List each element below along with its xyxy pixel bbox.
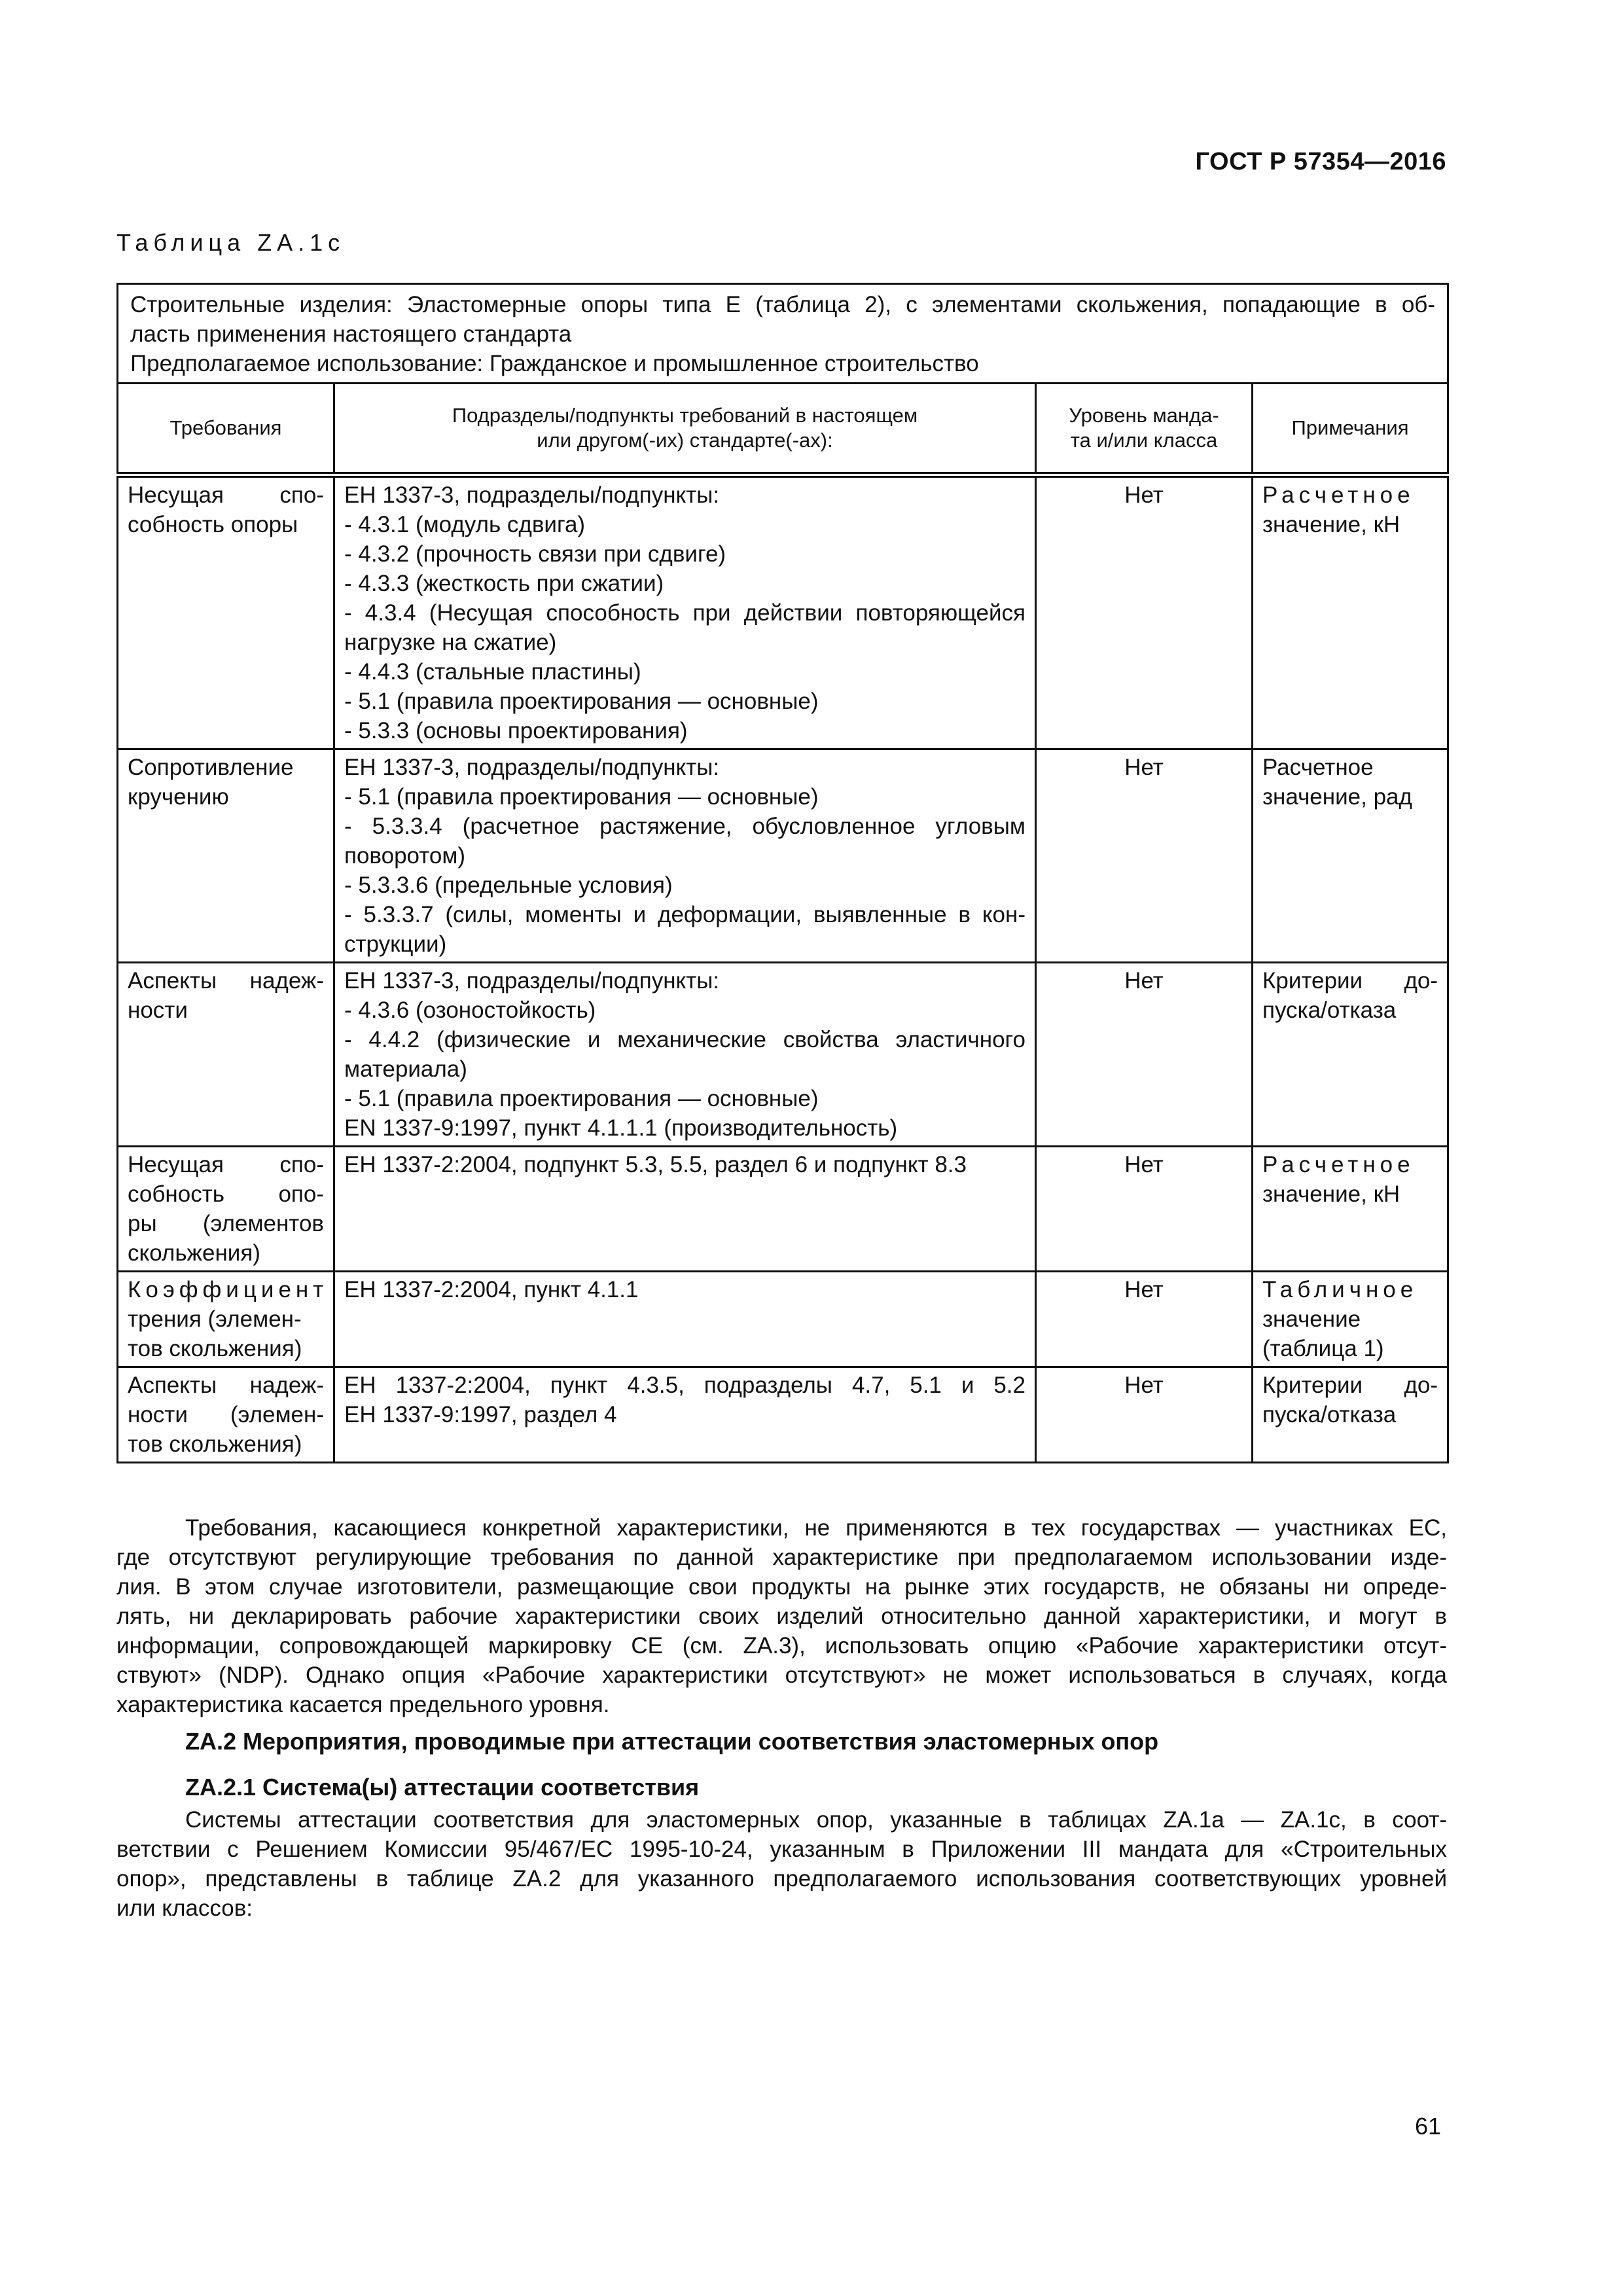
clauses-cell-line: - 5.3.3.6 (предельные условия) <box>344 872 673 898</box>
paragraph-line: опор», представлены в таблице ZA.2 для указанного предполагаемого использования соответствующих уровней <box>116 1866 1447 1892</box>
clauses-cell <box>334 475 1036 749</box>
clauses-cell-line: - 5.3.3 (основы проектирования) <box>344 718 688 744</box>
table-row <box>118 749 1448 963</box>
clauses-cell <box>334 749 1036 963</box>
notes-cell <box>1253 1147 1448 1272</box>
paragraph-line: ветствии с Решением Комиссии 95/467/EC 1995-10-24, указанным в Приложении III мандата для «Строительных <box>116 1837 1447 1862</box>
paragraph-line: или классов: <box>116 1895 253 1921</box>
requirement-cell <box>118 963 334 1147</box>
requirement-cell <box>118 749 334 963</box>
clauses-cell-line: ЕН 1337-2:2004, пункт 4.3.5, подразделы 4.7, 5.1 и 5.2 <box>344 1372 1026 1398</box>
table-caption: Таблица ZA.1с <box>116 229 346 256</box>
mandate-level-cell: Нет <box>1036 1272 1253 1367</box>
clauses-cell-line: - 4.3.3 (жесткость при сжатии) <box>344 571 664 596</box>
requirement-cell <box>118 475 334 749</box>
scope-cell <box>118 284 1448 384</box>
notes-cell <box>1253 749 1448 963</box>
scope-line: ласть применения настоящего стандарта <box>130 321 572 347</box>
table-row <box>118 1367 1448 1463</box>
table-row <box>118 963 1448 1147</box>
requirement-cell-line: ности (элемен- <box>128 1402 324 1427</box>
requirement-cell <box>118 1367 334 1463</box>
notes-cell-line: пуска/отказа <box>1262 997 1397 1023</box>
clauses-cell-line: - 5.1 (правила проектирования — основные) <box>344 689 819 714</box>
notes-cell-line: Критерии до- <box>1262 968 1438 994</box>
column-header-clauses <box>334 384 1036 475</box>
requirement-cell-line: ности <box>128 997 188 1023</box>
clauses-cell-line: - 4.3.6 (озоностойкость) <box>344 997 596 1023</box>
clauses-cell-line: поворотом) <box>344 843 466 869</box>
notes-cell-line: Расчетное <box>1262 1152 1415 1177</box>
mandate-level-cell: Нет <box>1036 749 1253 963</box>
paragraph-line: Системы аттестации соответствия для эластомерных опор, указанные в таблицах ZA.1a — ZA.1c, в соот- <box>185 1807 1447 1833</box>
page-number: 61 <box>1414 2113 1441 2140</box>
section-heading-za21: ZA.2.1 Система(ы) аттестации соответствия <box>185 1774 700 1801</box>
clauses-cell-line: - 5.3.3.7 (силы, моменты и деформации, выявленные в кон- <box>344 902 1026 927</box>
notes-cell <box>1253 963 1448 1147</box>
requirement-cell-line: тов скольжения) <box>128 1336 302 1361</box>
notes-cell-line: Расчетное <box>1262 755 1374 780</box>
clauses-cell-line: - 4.4.3 (стальные пластины) <box>344 659 641 685</box>
clauses-cell <box>334 1367 1036 1463</box>
clauses-cell-line: EN 1337-9:1997, пункт 4.1.1.1 (производительность) <box>344 1115 898 1141</box>
clauses-cell-line: ЕН 1337-3, подразделы/подпункты: <box>344 755 720 780</box>
clauses-cell-line: ЕН 1337-3, подразделы/подпункты: <box>344 968 720 994</box>
clauses-cell-line: ЕН 1337-2:2004, подпункт 5.3, 5.5, раздел 6 и подпункт 8.3 <box>344 1152 967 1177</box>
table-header-row <box>118 384 1448 475</box>
paragraph-line: лять, ни декларировать рабочие характеристики своих изделий относительно данной характеристики, и могут в <box>116 1604 1447 1629</box>
table-row <box>118 475 1448 749</box>
table-row <box>118 1272 1448 1367</box>
mandate-level-cell: Нет <box>1036 963 1253 1147</box>
mandate-level-cell: Нет <box>1036 1367 1253 1463</box>
notes-cell-line: значение, кН <box>1262 512 1400 537</box>
notes-cell-line: значение, кН <box>1262 1181 1400 1207</box>
requirement-cell-line: Аспекты надеж- <box>128 968 324 994</box>
requirement-cell <box>118 1272 334 1367</box>
clauses-cell <box>334 1147 1036 1272</box>
requirements-table <box>116 283 1449 1463</box>
column-header-level <box>1036 384 1253 475</box>
mandate-level-cell: Нет <box>1036 1147 1253 1272</box>
requirement-cell-line: собность опо- <box>128 1181 324 1207</box>
scope-line: Предполагаемое использование: Гражданское и промышленное строительство <box>130 351 979 376</box>
notes-cell-line: значение, рад <box>1262 784 1412 810</box>
clauses-cell-line: струкции) <box>344 931 447 957</box>
clauses-cell-line: - 4.3.4 (Несущая способность при действии повторяющейся <box>344 600 1026 626</box>
notes-cell-line: Расчетное <box>1262 482 1415 508</box>
clauses-cell-line: материала) <box>344 1056 467 1082</box>
clauses-cell-line: - 4.3.2 (прочность связи при сдвиге) <box>344 541 726 567</box>
paragraph-applicability <box>116 1513 1447 1719</box>
scope-line: Строительные изделия: Эластомерные опоры типа Е (таблица 2), с элементами скольжения, попадающие в об- <box>130 292 1436 317</box>
requirement-cell-line: Коэффициент <box>128 1277 329 1302</box>
requirement-cell-line: Несущая спо- <box>128 1152 324 1177</box>
requirement-cell-line: ры (элементов <box>128 1211 324 1236</box>
column-header-clauses-line: Подразделы/подпункты требований в настоящем <box>452 404 918 427</box>
clauses-cell <box>334 963 1036 1147</box>
notes-cell <box>1253 475 1448 749</box>
paragraph-line: ствуют» (NDP). Однако опция «Рабочие характеристики отсутствуют» не может использоваться в случаях, когда <box>116 1662 1447 1688</box>
requirement-cell-line: собность опоры <box>128 512 298 537</box>
clauses-cell-line: ЕН 1337-3, подразделы/подпункты: <box>344 482 720 508</box>
mandate-level-cell: Нет <box>1036 475 1253 749</box>
clauses-cell-line: ЕН 1337-9:1997, раздел 4 <box>344 1402 617 1427</box>
requirement-cell-line: кручению <box>128 784 229 810</box>
notes-cell-line: (таблица 1) <box>1262 1336 1384 1361</box>
clauses-cell-line: нагрузке на сжатие) <box>344 630 557 655</box>
notes-cell <box>1253 1272 1448 1367</box>
requirement-cell-line: скольжения) <box>128 1240 260 1266</box>
paragraph-line: информации, сопровождающей маркировку CE (см. ZA.3), использовать опцию «Рабочие характеристики отсут- <box>116 1633 1447 1659</box>
notes-cell-line: Табличное <box>1262 1277 1418 1302</box>
notes-cell-line: значение <box>1262 1306 1361 1332</box>
requirement-cell <box>118 1147 334 1272</box>
requirement-cell-line: тов скольжения) <box>128 1431 302 1457</box>
clauses-cell <box>334 1272 1036 1367</box>
clauses-cell-line: - 4.3.1 (модуль сдвига) <box>344 512 586 537</box>
paragraph-line: лия. В этом случае изготовители, размещающие свои продукты на рынке этих государств, не обязаны ни опреде- <box>116 1574 1447 1600</box>
paragraph-attestation-systems <box>116 1805 1447 1923</box>
requirement-cell-line: трения (элемен- <box>128 1306 302 1332</box>
column-header-level-line: Уровень манда- <box>1069 404 1219 427</box>
table-row <box>118 1147 1448 1272</box>
notes-cell <box>1253 1367 1448 1463</box>
column-header-notes: Примечания <box>1253 384 1448 475</box>
paragraph-line: где отсутствуют регулирующие требования по данной характеристике при предполагаемом использовании изде- <box>116 1545 1447 1570</box>
scope-row <box>118 284 1448 384</box>
notes-cell-line: Критерии до- <box>1262 1372 1438 1398</box>
requirement-cell-line: Сопротивление <box>128 755 294 780</box>
section-heading-za2: ZA.2 Мероприятия, проводимые при аттестации соответствия эластомерных опор <box>185 1728 1159 1755</box>
requirement-cell-line: Аспекты надеж- <box>128 1372 324 1398</box>
paragraph-line: Требования, касающиеся конкретной характеристики, не применяются в тех государствах — участниках ЕС, <box>185 1515 1447 1541</box>
column-header-requirements: Требования <box>118 384 334 475</box>
requirement-cell-line: Несущая спо- <box>128 482 324 508</box>
clauses-cell-line: ЕН 1337-2:2004, пункт 4.1.1 <box>344 1277 639 1302</box>
clauses-cell-line: - 4.4.2 (физические и механические свойства эластичного <box>344 1027 1026 1052</box>
notes-cell-line: пуска/отказа <box>1262 1402 1397 1427</box>
clauses-cell-line: - 5.1 (правила проектирования — основные) <box>344 784 819 810</box>
column-header-level-line: та и/или класса <box>1070 429 1218 452</box>
column-header-clauses-line: или другом(-их) стандарте(-ах): <box>537 429 833 452</box>
clauses-cell-line: - 5.1 (правила проектирования — основные) <box>344 1086 819 1111</box>
standard-code: ГОСТ Р 57354—2016 <box>1195 148 1446 175</box>
paragraph-line: характеристика касается предельного уровня. <box>116 1692 610 1717</box>
clauses-cell-line: - 5.3.3.4 (расчетное растяжение, обусловленное угловым <box>344 814 1026 839</box>
